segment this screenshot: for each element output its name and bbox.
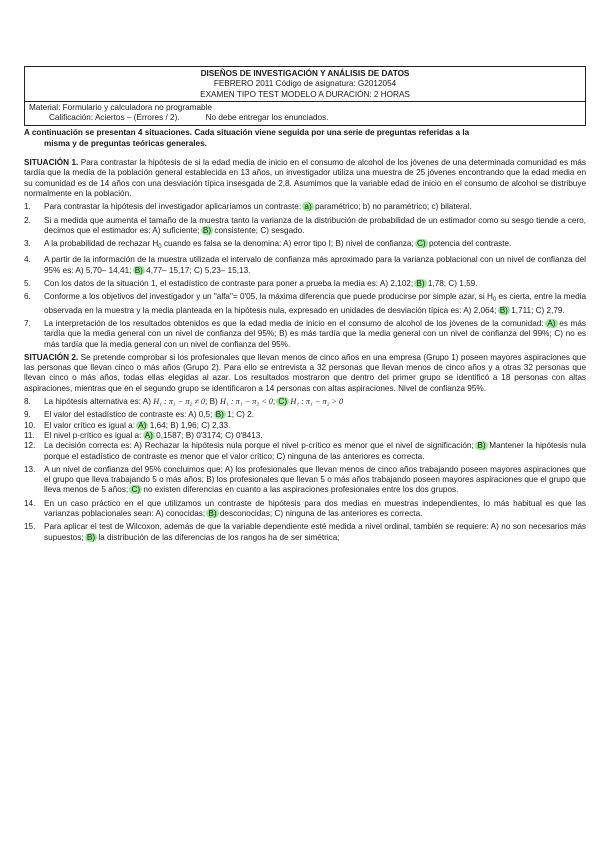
answer-highlight: B) — [86, 532, 96, 542]
question-number: 6. — [24, 292, 31, 302]
situation-1-text: Para contrastar la hipótesis de si la edad media de inicio en el consumo de alcohol de los jóvenes de una determinada comunidad es más tardía que la media de la población general establecida en 13 años, un investigador utiliza una muestra de 25 jóvenes encontrando que la edad media en su comunidad es de 14 años con una desviación típica insesgada de 2,8. Asumimos que la variable edad de inicio en el consumo de alcohol se distribuye normalmente en la población. — [24, 158, 586, 198]
material-box — [24, 102, 586, 127]
exam-page — [24, 66, 586, 543]
answer-highlight: B) — [215, 410, 224, 420]
situation-2-label: SITUACIÓN 2. — [24, 352, 79, 362]
question-number: 7. — [24, 318, 31, 328]
question-14 — [24, 499, 586, 520]
question-stem: A un nivel de confianza del 95% concluimos que: A) los profesionales que llevan menos de cinco años trabajando poseen mayores aspiraciones que el grupo que lleva trabajando 5 o más años; B) los profesionales que llevan 5 o más años trabajando poseen mayores aspiraciones que el grupo que lleva menos de 5 años; — [44, 464, 586, 495]
answer-highlight: B) — [416, 279, 425, 289]
question-stem: Para aplicar el test de Wilcoxon, además de que la variable dependiente esté medida a nivel ordinal, también se requiere: A) no son necesarios más supuestos; — [44, 522, 586, 542]
situation-2 — [24, 353, 586, 394]
answer-highlight: B) — [208, 508, 217, 518]
question-number: 8. — [24, 397, 31, 407]
question-text — [44, 465, 586, 496]
hypothesis-c: H₁ : π₁ − π₂ > 0 — [290, 397, 344, 407]
question-stem: En un caso práctico en el que utilizamos un contraste de hipótesis para dos medias en muestras independientes, lo más habitual es que las varianzas poblacionales sean: A) conocidas; — [44, 498, 586, 518]
question-rest: 1,64; B) 1,96; C) 2,33. — [149, 420, 231, 430]
question-rest: Mantener la hipótesis nula porque el estadístico de contraste es menor que el valor crítico; C) ninguna de las anteriores es correcta. — [44, 441, 586, 461]
question-text — [44, 410, 586, 420]
question-text — [44, 421, 586, 431]
question-text — [44, 239, 586, 252]
answer-highlight: C) — [417, 239, 426, 249]
separator: ; — [272, 397, 276, 407]
answer-highlight: A) — [138, 420, 147, 430]
question-stem: El valor del estadístico de contraste es: A) 0,5; — [44, 410, 213, 420]
instructions-line1: A continuación se presentan 4 situaciones. Cada situación viene seguida por una serie de preguntas referidas a la — [24, 128, 470, 138]
situation-1 — [24, 158, 586, 199]
question-number: 13. — [24, 464, 36, 474]
question-stem: Conforme a los objetivos del investigador y un "alfa"= 0'05, la máxima diferencia que puede producirse por simple azar, si H — [44, 292, 493, 302]
instructions-line2: misma y de preguntas teóricas generales. — [44, 138, 207, 148]
question-rest: 4,77– 15,17; C) 5,23– 15,13. — [146, 265, 251, 275]
separator: ; B) — [205, 397, 218, 407]
answer-highlight: a) — [304, 202, 312, 212]
question-3 — [24, 239, 586, 252]
question-stem-cont: es cierta, entre la media observada en la muestra y la media planteada en la hipótesis nula, expresado en unidades de desviación típica es: A) 2,064; — [44, 292, 586, 315]
question-stem: A la probabilidad de rechazar H — [44, 239, 159, 249]
situation-1-label: SITUACIÓN 1. — [24, 158, 79, 168]
question-rest: 1,711; C) 2,79. — [511, 305, 565, 315]
question-rest: no existen diferencias en cuanto a las aspiraciones profesionales entre los dos grupos. — [143, 485, 459, 495]
question-5 — [24, 279, 586, 289]
question-4 — [24, 255, 586, 276]
exam-date-code: FEBRERO 2011 Código de asignatura: G2012054 — [213, 79, 397, 89]
question-stem: Si a medida que aumenta el tamaño de la muestra tanto la varianza de la distribución de probabilidad de un estimador como su sesgo tiende a cero, decimos que el estimador es: A) suficiente; — [44, 215, 586, 235]
exam-header — [24, 66, 586, 102]
question-text — [44, 202, 586, 212]
hypothesis-b: H₁ : π₁ − π₂ < 0 — [220, 397, 273, 407]
no-submit-text: No debe entregar los enunciados. — [205, 113, 329, 123]
question-text — [44, 431, 586, 441]
question-13 — [24, 465, 586, 496]
material-line: Material: Formulario y calculadora no programable — [29, 102, 212, 112]
question-text — [44, 397, 586, 407]
question-rest: consistente; C) sesgado. — [214, 225, 305, 235]
question-10 — [24, 421, 586, 431]
answer-highlight: B) — [477, 441, 486, 451]
grading-text: Calificación: Aciertos – (Errores / 2). — [49, 113, 180, 123]
question-number: 15. — [24, 522, 36, 532]
question-text — [44, 441, 586, 462]
question-6 — [24, 292, 586, 316]
subscript: 0 — [492, 297, 497, 304]
answer-highlight: A) — [144, 430, 153, 440]
answer-highlight: C) — [278, 397, 288, 407]
question-rest: 1; C) 2. — [227, 410, 254, 420]
question-text — [44, 319, 586, 350]
question-rest: 0,1587; B) 0'3174; C) 0'8413. — [156, 430, 263, 440]
course-title: DISEÑOS DE INVESTIGACIÓN Y ANÁLISIS DE DATOS — [200, 69, 410, 78]
instructions — [24, 128, 586, 149]
answer-highlight: B) — [202, 225, 212, 235]
question-number: 12. — [24, 441, 36, 451]
question-stem: El nivel p-crítico es igual a: — [44, 430, 142, 440]
question-7 — [24, 319, 586, 350]
question-rest: es más tardía que la media general con un nivel de confianza del 95%; B) es más tardía que la media general con un nivel de confianza del 99%; C) no es más tardía que la media general con un nivel de confianza del 95%. — [44, 318, 586, 349]
answer-highlight: C) — [131, 485, 141, 495]
question-text — [44, 255, 586, 276]
question-stem: Para contrastar la hipótesis del investigador aplicaríamos un contraste: — [44, 202, 302, 212]
question-number: 11. — [24, 430, 35, 440]
question-text — [44, 499, 586, 520]
question-15 — [24, 522, 586, 543]
question-rest: paramétrico; b) no paramétrico; c) bilateral. — [314, 202, 472, 212]
question-text — [44, 216, 586, 237]
question-number: 9. — [24, 410, 31, 420]
question-number: 4. — [24, 255, 31, 265]
hypothesis-a: H₁ : π₁ − π₂ ≠ 0 — [153, 397, 206, 407]
answer-highlight: B) — [499, 305, 508, 315]
question-number: 3. — [24, 239, 31, 249]
situation-2-text: Se pretende comprobar si los profesionales que llevan menos de cinco años en una empresa (Grupo 1) poseen mayores aspiraciones que las personas que llevan cinco o más años (Grupo 2). Para ello se entrevista a 32 personas que llevan menos de cinco años y a otras 32 personas que llevan cinco o más años, todas ellas elegidas al azar. Los resultados mostraron que dentro del primer grupo se identificó a 18 personas con altas aspiraciones, mientras que en el segundo grupo se identificaron a 14 personas con altas aspiraciones. Nivel de confianza 95%. — [24, 352, 587, 393]
question-rest: potencia del contraste. — [428, 239, 512, 249]
exam-type: EXAMEN TIPO TEST MODELO A DURACIÓN: 2 HORAS — [200, 89, 410, 99]
question-text — [44, 292, 586, 316]
question-number: 10. — [24, 420, 36, 430]
question-rest: la distribución de las diferencias de los rangos ha de ser simétrica; — [98, 532, 340, 542]
question-2 — [24, 216, 586, 237]
question-rest: 1,78; C) 1,59. — [427, 279, 478, 289]
question-text — [44, 522, 586, 543]
question-stem: La decisión correcta es: A) Rechazar la hipótesis nula porque el nivel p-crítico es menor que el nivel de significación; — [44, 441, 474, 451]
question-rest: desconocidas; C) ninguna de las anteriores es correcta. — [219, 508, 423, 518]
question-stem-cont: cuando es falsa se la denomina: A) error tipo I; B) nivel de confianza; — [161, 239, 414, 249]
question-stem: La hipótesis alternativa es: A) — [44, 397, 151, 407]
answer-highlight: A) — [547, 318, 556, 328]
question-number: 1. — [24, 202, 31, 212]
question-stem: Con los datos de la situación 1, el estadístico de contraste para poner a prueba la media es: A) 2,102; — [44, 279, 414, 289]
question-stem: El valor crítico es igual a: — [44, 420, 136, 430]
question-number: 5. — [24, 279, 31, 289]
question-stem: A partir de la información de la muestra utilizada el intervalo de confianza más aproximado para la varianza poblacional con un nivel de confianza del 95% es: A) 5,70– 14,41; — [44, 255, 586, 275]
question-number: 14. — [24, 498, 36, 508]
question-text — [44, 279, 586, 289]
question-12 — [24, 441, 586, 462]
question-11 — [24, 431, 586, 441]
answer-highlight: B) — [134, 265, 143, 275]
question-8 — [24, 397, 586, 407]
question-stem: La interpretación de los resultados obtenidos es que la edad media de inicio en el consumo de alcohol de los jóvenes de la comunidad: — [44, 318, 544, 328]
question-9 — [24, 410, 586, 420]
subscript: 0 — [158, 244, 162, 251]
question-1 — [24, 202, 586, 212]
question-number: 2. — [24, 215, 31, 225]
grading-line — [29, 113, 581, 123]
